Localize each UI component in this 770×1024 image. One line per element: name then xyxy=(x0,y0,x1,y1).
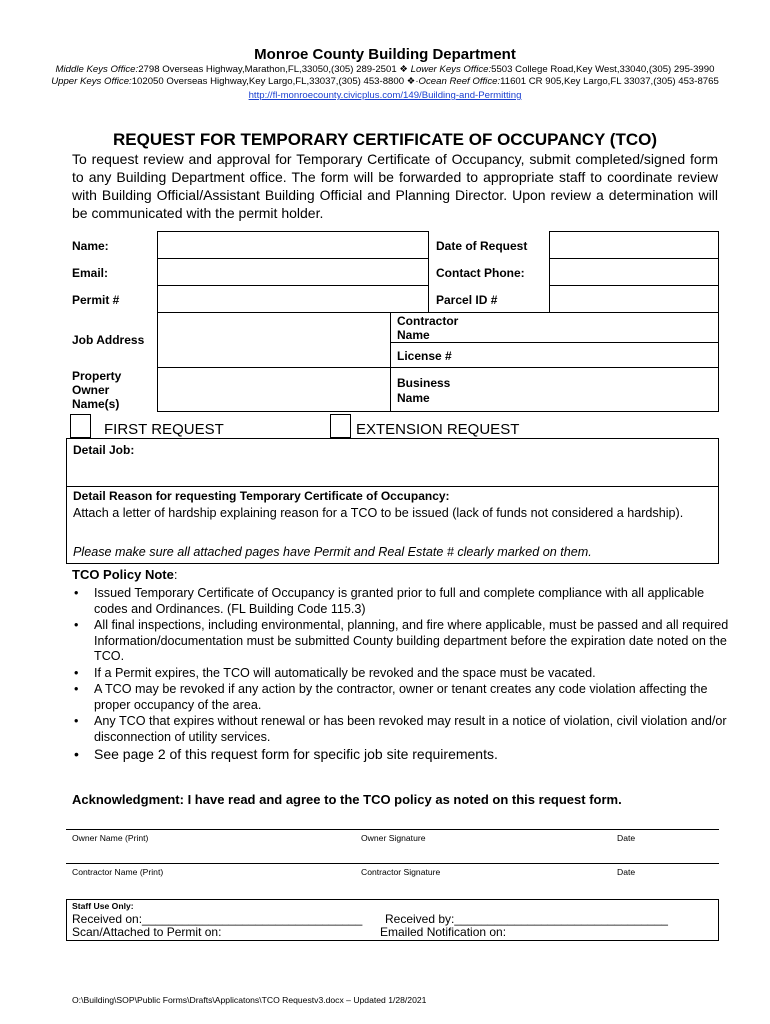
policy-item: • Issued Temporary Certificate of Occupancy is granted prior to full and complete compliance with all applicable codes and Ordinances. (FL Building Code 115.3) xyxy=(94,586,740,617)
contractor-signature-label: Contractor Signature xyxy=(361,867,441,877)
parcel-id-label: Parcel ID # xyxy=(436,293,498,307)
owner-date-label: Date xyxy=(617,833,636,843)
property-owner-label xyxy=(72,369,121,411)
diamond-icon: ❖· xyxy=(406,76,419,87)
policy-item: • All final inspections, including environmental, planning, and fire where applicable, must be passed and all required Information/documentation must be submitted County building department before the expiration date noted on the TCO. xyxy=(94,618,740,665)
office-name: Lower Keys Office: xyxy=(410,64,492,75)
received-by: Received by:________________________________ xyxy=(385,912,668,926)
policy-list xyxy=(72,586,740,764)
detail-reason-box[interactable] xyxy=(66,486,719,564)
office-name: Ocean Reef Office: xyxy=(418,76,501,87)
policy-item: • Any TCO that expires without renewal or has been revoked may result in a notice of violation, civil violation and/or disconnection of utility services. xyxy=(94,714,740,745)
name-label: Name: xyxy=(72,239,109,253)
job-address-label: Job Address xyxy=(72,333,145,347)
policy-item: • If a Permit expires, the TCO will automatically be revoked and the space must be vacated. xyxy=(94,666,740,682)
extension-request-label: EXTENSION REQUEST xyxy=(356,421,520,438)
permit-input[interactable] xyxy=(157,285,429,313)
office-line-2 xyxy=(0,76,770,87)
contractor-name-label xyxy=(397,314,458,342)
label-line: Name xyxy=(397,328,430,342)
scan-attached: Scan/Attached to Permit on: xyxy=(72,925,222,939)
office-name: Upper Keys Office: xyxy=(51,76,132,87)
intro-paragraph: To request review and approval for Temporary Certificate of Occupancy, submit completed/signed form to any Building Department office. The form will be forwarded to appropriate staff to coordinate review with Building Official/Assistant Building Official and Planning Director. Upon review a determination will be communicated with the permit holder. xyxy=(72,151,718,221)
label-line: Business xyxy=(397,376,451,390)
business-name-label xyxy=(397,376,450,406)
office-address: 102050 Overseas Highway,Key Largo,FL,33037,(305) 453-8800 xyxy=(131,76,407,87)
property-owner-input[interactable] xyxy=(157,367,391,412)
received-on: Received on:_________________________________ xyxy=(72,912,363,926)
contact-phone-input[interactable] xyxy=(549,258,719,286)
policy-item: • A TCO may be revoked if any action by the contractor, owner or tenant creates any code violation affecting the proper occupancy of the area. xyxy=(94,682,740,713)
license-label: License # xyxy=(397,349,452,363)
office-name: Middle Keys Office: xyxy=(55,64,139,75)
form-title: REQUEST FOR TEMPORARY CERTIFICATE OF OCCUPANCY (TCO) xyxy=(112,130,657,149)
office-address: 5503 College Road,Key West,33040,(305) 295-3990 xyxy=(491,64,715,75)
attachment-note: Please make sure all attached pages have Permit and Real Estate # clearly marked on them. xyxy=(73,545,592,559)
first-request-checkbox[interactable] xyxy=(70,414,91,438)
policy-title xyxy=(72,567,177,582)
contractor-date-label: Date xyxy=(617,867,636,877)
detail-reason-text: Attach a letter of hardship explaining reason for a TCO to be issued (lack of funds not considered a hardship). xyxy=(73,506,684,520)
date-of-request-input[interactable] xyxy=(549,231,719,259)
emailed-notification: Emailed Notification on: xyxy=(380,925,507,939)
label-line: Owner xyxy=(72,383,110,397)
department-title: Monroe County Building Department xyxy=(254,46,516,63)
detail-job-label: Detail Job: xyxy=(73,443,135,457)
website-link[interactable]: http://fl-monroecounty.civicplus.com/149/Building-and-Permitting xyxy=(248,90,522,101)
detail-job-box[interactable] xyxy=(66,438,719,487)
label-line: Name(s) xyxy=(72,397,120,411)
staff-use-title: Staff Use Only: xyxy=(72,901,134,911)
extension-request-checkbox[interactable] xyxy=(330,414,351,438)
email-input[interactable] xyxy=(157,258,429,286)
contact-phone-label: Contact Phone: xyxy=(436,266,525,280)
diamond-icon: ❖ xyxy=(399,64,411,75)
office-address: 2798 Overseas Highway,Marathon,FL,33050,(305) 289-2501 xyxy=(138,64,400,75)
contractor-name-label: Contractor Name (Print) xyxy=(72,867,164,877)
detail-reason-label: Detail Reason for requesting Temporary Certificate of Occupancy: xyxy=(73,489,450,503)
contractor-signature-line xyxy=(66,863,719,864)
first-request-label: FIRST REQUEST xyxy=(104,421,224,438)
policy-title-text: TCO Policy Note xyxy=(72,567,174,582)
staff-use-box xyxy=(66,899,719,941)
label-line: Property xyxy=(72,369,122,383)
email-label: Email: xyxy=(72,266,109,280)
office-line-1 xyxy=(0,64,770,75)
label-line: Name xyxy=(397,391,430,405)
name-input[interactable] xyxy=(157,231,429,259)
owner-signature-line xyxy=(66,829,719,830)
label-line: Contractor xyxy=(397,314,459,328)
owner-signature-label: Owner Signature xyxy=(361,833,426,843)
footer-path: O:\Building\SOP\Public Forms\Drafts\Applicatons\TCO Requestv3.docx – Updated 1/28/2021 xyxy=(72,995,427,1005)
owner-name-label: Owner Name (Print) xyxy=(72,833,149,843)
permit-label: Permit # xyxy=(72,293,120,307)
policy-item: • See page 2 of this request form for specific job site requirements. xyxy=(94,747,740,763)
acknowledgment: Acknowledgment: I have read and agree to the TCO policy as noted on this request form. xyxy=(72,792,622,807)
job-address-input[interactable] xyxy=(157,312,391,368)
office-address: 11601 CR 905,Key Largo,FL 33037,(305) 453-8765 xyxy=(500,76,719,87)
policy-title-colon: : xyxy=(173,567,178,582)
parcel-id-input[interactable] xyxy=(549,285,719,313)
date-of-request-label: Date of Request xyxy=(436,239,528,253)
